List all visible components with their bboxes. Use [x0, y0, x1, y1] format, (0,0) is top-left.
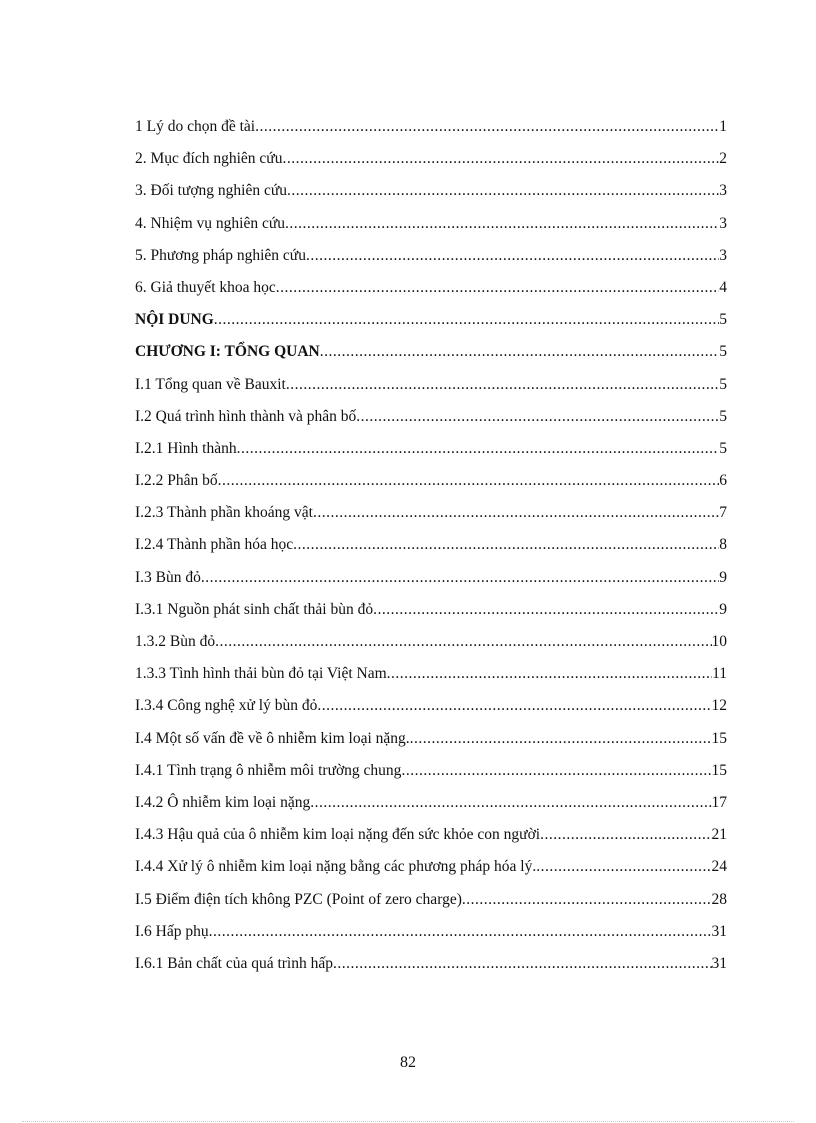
toc-entry[interactable] — [135, 730, 727, 762]
toc-entry-page-number: 5 — [719, 343, 727, 361]
toc-entry[interactable] — [135, 279, 727, 311]
toc-entry-title: I.6 Hấp phụ — [135, 922, 209, 940]
toc-entry-title: 4. Nhiệm vụ nghiên cứu — [135, 214, 286, 232]
toc-entry[interactable] — [135, 955, 727, 987]
toc-dot-leader — [286, 376, 719, 394]
toc-entry[interactable] — [135, 343, 727, 375]
toc-entry[interactable] — [135, 376, 727, 408]
toc-entry-page-number: 8 — [719, 536, 727, 554]
toc-dot-leader — [401, 762, 711, 780]
toc-dot-leader — [282, 150, 719, 168]
toc-entry-title: I.2.2 Phân bố — [135, 472, 218, 490]
toc-entry-title: I.3.4 Công nghệ xử lý bùn đỏ — [135, 697, 318, 715]
toc-dot-leader — [306, 247, 719, 265]
toc-entry-title: I.4.1 Tình trạng ô nhiễm môi trường chung — [135, 761, 402, 779]
toc-entry-title: I.4.3 Hậu quả của ô nhiễm kim loại nặng đến sức khỏe con người — [135, 826, 541, 844]
toc-dot-leader — [237, 440, 720, 458]
table-of-contents — [135, 118, 727, 987]
toc-entry[interactable] — [135, 697, 727, 729]
toc-entry-title: 1 Lý do chọn đề tài — [135, 118, 256, 135]
footer-dotted-rule — [22, 1121, 794, 1122]
toc-dot-leader — [287, 182, 719, 200]
toc-entry[interactable] — [135, 504, 727, 536]
toc-entry-page-number: 4 — [719, 278, 727, 296]
toc-entry-title: CHƯƠNG I: TỔNG QUAN — [135, 343, 320, 361]
toc-dot-leader — [540, 826, 711, 844]
toc-entry[interactable] — [135, 408, 727, 440]
toc-entry-page-number: 9 — [719, 600, 727, 618]
toc-entry[interactable] — [135, 472, 727, 504]
toc-entry[interactable] — [135, 826, 727, 858]
toc-entry-page-number: 28 — [711, 890, 727, 908]
toc-entry-title: 2. Mục đích nghiên cứu — [135, 150, 283, 168]
toc-entry-title: I.5 Điểm điện tích không PZC (Point of zero charge) — [135, 890, 462, 908]
toc-entry[interactable] — [135, 633, 727, 665]
toc-dot-leader — [462, 891, 712, 909]
toc-entry-title: 1.3.2 Bùn đỏ — [135, 633, 216, 650]
toc-dot-leader — [218, 472, 720, 490]
toc-dot-leader — [276, 279, 719, 297]
toc-entry-page-number: 5 — [719, 375, 727, 393]
toc-entry[interactable] — [135, 762, 727, 794]
toc-entry-title: I.1 Tổng quan về Bauxit — [135, 375, 286, 393]
toc-entry[interactable] — [135, 794, 727, 826]
toc-entry-title: 5. Phương pháp nghiên cứu — [135, 246, 306, 264]
toc-entry-title: 1.3.3 Tình hình thải bùn đỏ tại Việt Nam — [135, 665, 387, 683]
toc-dot-leader — [410, 730, 712, 748]
toc-entry[interactable] — [135, 118, 727, 150]
toc-entry-title: I.3 Bùn đỏ — [135, 568, 201, 586]
toc-entry-page-number: 10 — [711, 633, 727, 650]
toc-entry-title: I.2 Quá trình hình thành và phân bố — [135, 407, 357, 425]
toc-entry-page-number: 5 — [719, 311, 727, 329]
toc-entry-page-number: 3 — [719, 182, 727, 200]
toc-entry[interactable] — [135, 311, 727, 343]
toc-entry[interactable] — [135, 440, 727, 472]
toc-dot-leader — [356, 408, 719, 426]
toc-dot-leader — [387, 665, 712, 683]
toc-entry-title: I.3.1 Nguồn phát sinh chất thải bùn đỏ — [135, 600, 374, 618]
toc-dot-leader — [320, 343, 720, 361]
toc-entry-page-number: 11 — [712, 665, 727, 683]
toc-entry-page-number: 9 — [719, 568, 727, 586]
toc-entry-page-number: 2 — [719, 150, 727, 168]
toc-dot-leader — [373, 601, 719, 619]
toc-entry-title: I.2.4 Thành phần hóa học — [135, 536, 294, 554]
toc-entry-page-number: 15 — [711, 761, 727, 779]
toc-dot-leader — [209, 923, 712, 941]
toc-entry-page-number: 1 — [719, 118, 727, 135]
toc-entry[interactable] — [135, 215, 727, 247]
toc-entry-page-number: 3 — [719, 214, 727, 232]
toc-dot-leader — [201, 569, 719, 587]
toc-entry-page-number: 6 — [719, 472, 727, 490]
toc-entry[interactable] — [135, 665, 727, 697]
toc-entry-page-number: 17 — [711, 793, 727, 811]
toc-entry-title: I.4 Một số vấn đề về ô nhiễm kim loại nặng. — [135, 729, 410, 747]
toc-entry[interactable] — [135, 182, 727, 214]
toc-entry-title: I.2.3 Thành phần khoáng vật — [135, 504, 313, 522]
toc-entry-page-number: 31 — [711, 954, 727, 972]
toc-dot-leader — [317, 697, 711, 715]
toc-entry-page-number: 5 — [719, 407, 727, 425]
toc-entry-page-number: 12 — [711, 697, 727, 715]
toc-entry-page-number: 7 — [719, 504, 727, 522]
toc-dot-leader — [293, 536, 719, 554]
toc-entry-title: I.4.2 Ô nhiễm kim loại nặng — [135, 793, 311, 811]
toc-entry-title: 3. Đối tượng nghiên cứu — [135, 182, 287, 200]
toc-dot-leader — [285, 215, 719, 233]
toc-entry-page-number: 31 — [711, 922, 727, 940]
toc-dot-leader — [255, 118, 719, 136]
toc-entry[interactable] — [135, 923, 727, 955]
toc-entry[interactable] — [135, 569, 727, 601]
toc-dot-leader — [333, 955, 712, 973]
toc-entry-title: I.6.1 Bản chất của quá trình hấp — [135, 954, 333, 972]
toc-entry-title: 6. Giả thuyết khoa học — [135, 278, 276, 296]
toc-entry[interactable] — [135, 247, 727, 279]
toc-entry-page-number: 3 — [719, 246, 727, 264]
toc-entry-page-number: 21 — [711, 826, 727, 844]
toc-entry-title: I.2.1 Hình thành — [135, 439, 237, 457]
toc-entry-title: NỘI DUNG — [135, 311, 214, 329]
toc-dot-leader — [310, 794, 711, 812]
toc-entry-title: I.4.4 Xử lý ô nhiễm kim loại nặng bằng các phương pháp hóa lý. — [135, 858, 537, 876]
toc-dot-leader — [215, 633, 711, 651]
toc-dot-leader — [536, 858, 711, 876]
page-number: 82 — [400, 1054, 416, 1071]
toc-entry[interactable] — [135, 601, 727, 633]
toc-dot-leader — [313, 504, 719, 522]
toc-entry[interactable] — [135, 150, 727, 182]
toc-entry[interactable] — [135, 536, 727, 568]
toc-entry-page-number: 5 — [719, 439, 727, 457]
toc-entry-page-number: 15 — [711, 729, 727, 747]
toc-entry[interactable] — [135, 891, 727, 923]
toc-dot-leader — [214, 311, 719, 329]
toc-entry-page-number: 24 — [711, 858, 727, 876]
toc-entry[interactable] — [135, 858, 727, 890]
